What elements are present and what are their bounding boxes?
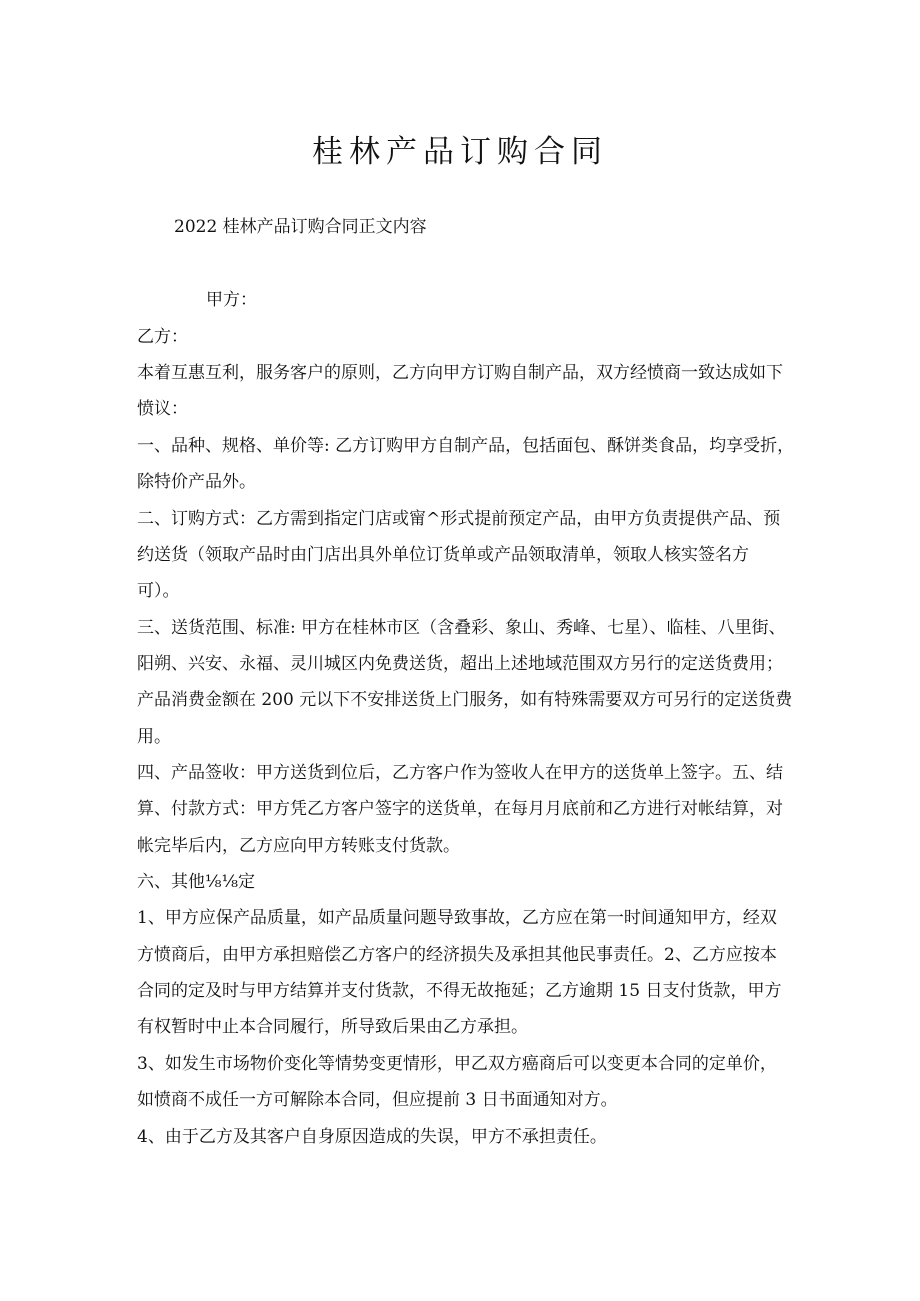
clause-2-line-1: 二、订购方式：乙方需到指定门店或甯^形式提前预定产品，由甲方负责提供产品、预 [137,509,781,529]
clause-1-line-2: 除特价产品外。 [137,472,256,492]
preamble-line-1: 本着互惠互利，服务客户的原则，乙方向甲方订购自制产品，双方经愤商一致达成如下 [137,363,783,383]
clause-2-line-3: 可）。 [137,581,180,601]
document-subtitle: 2022 桂林产品订购合同正文内容 [174,217,427,237]
clause-3-line-1: 三、送货范围、标准: 甲方在桂林市区（含叠彩、象山、秀峰、七星）、临桂、八里街、 [137,618,786,638]
clause-6-1-line-1: 1、甲方应保产品质量，如产品质量问题导致事故，乙方应在第一时间通知甲方，经双 [137,908,777,928]
clause-3-line-4: 用。 [137,727,171,747]
clause-1-line-1: 一、品种、规格、单价等: 乙方订购甲方自制产品，包括面包、酥饼类食品，均享受折， [137,436,795,456]
clause-6-2-line-2: 有权暂时中止本合同履行，所导致后果由乙方承担。 [137,1017,528,1037]
clause-6-3-line-1: 3、如发生市场物价变化等情势变更情形，甲乙双方癌商后可以变更本合同的定单价， [137,1054,777,1074]
party-b-label: 乙方： [137,327,188,347]
clause-4-line-1: 四、产品签收：甲方送货到位后，乙方客户作为签收人在甲方的送货单上签字。五、结 [137,763,783,783]
clause-6-4-line-1: 4、由于乙方及其客户自身原因造成的失误，甲方不承担责任。 [137,1127,607,1147]
clause-2-line-2: 约送货（领取产品时由门店出具外单位订货单或产品领取清单，领取人核实签名方 [137,545,749,565]
clause-6-1-line-2: 方愤商后，由甲方承担赔偿乙方客户的经济损失及承担其他民事责任。2、乙方应按本 [137,945,777,965]
clause-6-heading: 六、其他⅛⅛定 [137,872,255,892]
preamble-line-2: 愤议： [137,399,188,419]
clause-6-2-line-1: 合同的定及时与甲方结算并支付货款，不得无故拖延；乙方逾期 15 日支付货款，甲方 [137,981,782,1001]
clause-5-line-2: 帐完毕后内，乙方应向甲方转账支付货款。 [137,836,460,856]
clause-3-line-2: 阳朔、兴安、永福、灵川城区内免费送货，超出上述地域范围双方另行的定送货费用； [137,654,783,674]
document-title: 桂林产品订购合同 [312,134,608,170]
clause-5-line-1: 算、付款方式：甲方凭乙方客户签字的送货单，在每月月底前和乙方进行对帐结算，对 [137,799,783,819]
clause-6-3-line-2: 如愤商不成任一方可解除本合同，但应提前 3 日书面通知对方。 [137,1090,618,1110]
clause-3-line-3: 产品消费金额在 200 元以下不安排送货上门服务，如有特殊需要双方可另行的定送货费 [137,690,793,710]
party-a-label: 甲方： [206,290,257,310]
